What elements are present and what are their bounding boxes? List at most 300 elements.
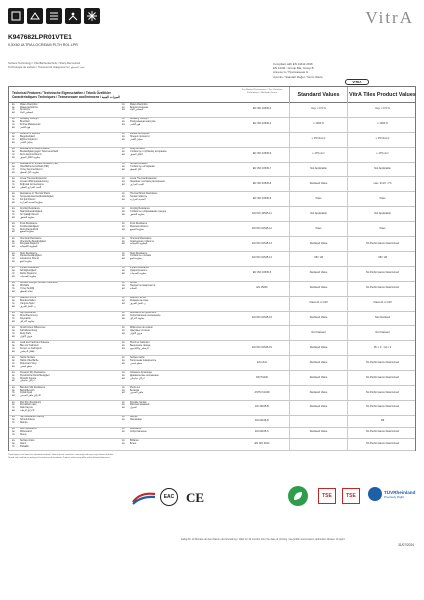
vitra-value: No Performance Determined: [347, 386, 417, 400]
feature-label: Brillance: [130, 439, 139, 442]
test-method: EN ISO 10545-7: [252, 167, 272, 171]
language-code: AR: [12, 335, 15, 338]
language-code: TR: [12, 258, 15, 261]
feature-label: Pieds nus: [130, 386, 141, 389]
feature-label: Small Colour Differences: [20, 327, 46, 330]
feature-label: قوة الكسر: [20, 127, 31, 130]
language-code: AR: [12, 365, 15, 368]
tuv-logo: TÜVRheinland Precisely Right.: [368, 487, 415, 501]
table-row: [9, 356, 415, 371]
feature-label: Wasseraufnahme: [20, 106, 38, 109]
language-code: DE: [12, 374, 15, 377]
feature-label: Dureté: [130, 282, 137, 285]
header-vitra-values: VitrA Tiles Product Values: [347, 87, 417, 103]
language-code: EN: [12, 237, 15, 240]
feature-names: [12, 282, 122, 296]
language-code: EN: [12, 297, 15, 300]
test-method: EN ISO 10545-4: [252, 122, 272, 126]
language-code: DE: [12, 419, 15, 422]
surface-icon: [27, 8, 43, 24]
language-code: DE: [12, 195, 15, 198]
feature-names: [122, 148, 235, 162]
language-code: TR: [12, 317, 15, 320]
feature-label: سطح لمسي: [130, 362, 142, 365]
feature-names: [122, 267, 235, 281]
language-code: AR: [122, 109, 125, 112]
feature-names: [12, 222, 122, 236]
language-code: RU: [122, 195, 125, 198]
vitra-value: No Performance Determined: [347, 237, 417, 251]
language-code: AR: [122, 243, 125, 246]
feature-label: Résistance: [130, 428, 142, 431]
feature-label: Frost Resistance: [20, 222, 38, 225]
feature-label: Линейное тепловое расширение: [130, 180, 165, 183]
language-code: RU: [122, 240, 125, 243]
language-code: AR: [122, 183, 125, 186]
language-code: DE: [12, 442, 15, 445]
language-code: DE: [12, 389, 15, 392]
language-code: TR: [12, 228, 15, 231]
feature-label: مقاومة الانزلاق: [130, 317, 145, 320]
language-code: AR: [122, 303, 125, 306]
language-code: AR: [122, 377, 125, 380]
feature-label: Résistance au glissement: [130, 312, 157, 315]
feature-label: Water Absorption: [20, 103, 38, 106]
language-code: FR: [122, 163, 125, 166]
eac-logo: EAC: [160, 488, 178, 506]
language-code: AR: [122, 332, 125, 335]
language-code: AR: [122, 213, 125, 216]
table-row: [9, 133, 415, 148]
document-date: 31/07/2024: [398, 543, 414, 547]
language-code: TR: [12, 407, 15, 410]
table-row: [9, 252, 415, 267]
language-code: EN: [12, 252, 15, 255]
language-code: DE: [12, 210, 15, 213]
test-method: EN ISO 10545-9: [252, 196, 272, 200]
standard-value: ≤ 175 mm³: [289, 148, 347, 162]
language-code: DE: [12, 404, 15, 407]
language-code: RU: [122, 329, 125, 332]
language-code: EN: [12, 356, 15, 359]
language-code: DE: [12, 270, 15, 273]
product-code: K947682LPR01VTE1: [8, 34, 72, 41]
feature-names: [122, 371, 235, 385]
feature-names: [122, 177, 235, 191]
feature-names: [122, 237, 235, 251]
language-code: DE: [12, 136, 15, 139]
feature-names: [122, 103, 235, 117]
table-row: [9, 267, 415, 282]
feature-label: الانزلاق حافي القدمين: [20, 395, 41, 398]
test-method: EN 16165-D: [255, 418, 269, 422]
language-code: FR: [122, 428, 125, 431]
test-method: EN ISO 10545-13: [252, 241, 272, 245]
language-code: AR: [122, 154, 125, 157]
feature-names: [12, 341, 122, 355]
feature-names: [122, 297, 235, 311]
language-code: EN: [12, 133, 15, 136]
feature-label: Schiefe Ebene: [20, 419, 35, 422]
language-code: AR: [12, 157, 15, 159]
feature-names: [12, 163, 122, 177]
language-code: RU: [122, 431, 125, 434]
language-code: DE: [12, 255, 15, 258]
vitra-value: Pass: [347, 222, 417, 236]
feature-names: [12, 148, 122, 162]
feature-label: Crazing Resistance: [130, 207, 150, 210]
table-header: [9, 87, 415, 103]
vitra-logo: VitrA: [365, 8, 414, 27]
language-code: AR: [12, 142, 15, 145]
language-code: AR: [12, 171, 15, 174]
standard-value: [289, 439, 347, 450]
feature-label: البندول: [130, 407, 137, 410]
feature-label: Босиком: [130, 389, 140, 392]
feature-label: Islak Kayma: [20, 407, 33, 410]
standard-value: Declared Value: [289, 237, 347, 251]
feature-label: Pendule humide: [130, 401, 147, 404]
feature-label: Stain Resistance: [20, 252, 38, 255]
feature-label: مقاومة الصقيع: [130, 228, 144, 231]
feature-label: Выделение свинца: [130, 344, 151, 347]
language-code: RU: [122, 442, 125, 445]
test-method: ASTM C1028: [254, 390, 270, 394]
feature-names: [122, 222, 235, 236]
language-code: AR: [12, 127, 15, 130]
language-code: TR: [12, 362, 15, 365]
feature-names: [12, 118, 122, 132]
feature-label: معامل الكسر: [20, 142, 33, 145]
feature-names: [12, 177, 122, 191]
feature-label: Impact Resistance: [130, 267, 149, 270]
feature-label: Bruchlast: [20, 121, 30, 124]
language-code: AR: [122, 198, 125, 201]
feature-names: [12, 133, 122, 147]
feature-label: Resistance to Deep Abrasion: [20, 148, 50, 151]
feature-label: سطح لمسي: [20, 365, 32, 368]
feature-label: Resistance to Thermal Shock: [20, 192, 50, 195]
language-code: TR: [12, 168, 15, 171]
feature-label: Plomb et Cadmium: [130, 341, 150, 344]
test-method: DIN 51130: [256, 375, 268, 379]
language-code: TR: [12, 273, 15, 276]
feature-label: مقاومة البقع: [130, 258, 142, 261]
feature-names: [12, 252, 122, 266]
vitra-value: Not Applicable: [347, 163, 417, 177]
feature-label: Dynamische Rutschfestigkeit: [20, 374, 50, 377]
language-code: RU: [122, 344, 125, 347]
feature-label: Dynamic Slip Resistance: [20, 371, 46, 374]
feature-label: Réaction au feu: [130, 297, 147, 300]
vitra-value: R9: [347, 416, 417, 427]
language-code: EN: [12, 267, 15, 270]
test-method: EN ISO 10545-16: [252, 316, 272, 320]
language-code: EN: [12, 386, 15, 389]
table-row: [9, 148, 415, 163]
feature-label: Breaking Strength: [20, 118, 39, 121]
feature-label: مقاومة التآكل العميق: [20, 157, 40, 159]
feature-label: رد الفعل للحريق: [130, 303, 146, 306]
feature-label: Linear Thermal Expansion: [130, 178, 157, 181]
feature-label: انزلاق ديناميكي: [130, 377, 145, 380]
language-code: AR: [12, 291, 15, 294]
language-code: FR: [122, 371, 125, 374]
feature-label: Schlagfestigkeit: [20, 270, 37, 273]
feature-label: Slip Resistance (Ramp): [20, 416, 45, 419]
language-code: AR: [12, 410, 15, 413]
feature-label: Oberflächenverschleiß (PEI): [20, 166, 49, 169]
test-method: EN ISO 10545-6: [252, 152, 272, 156]
compliance-info: Compliant with EN 14411:2016 EN 14411 / Group BIa, Group B Annexe G / Приложение G Uyumlu / Standart Değer / Norm Werte: [273, 62, 323, 79]
language-code: AR: [12, 380, 15, 383]
language-code: RU: [122, 255, 125, 258]
language-code: AR: [122, 288, 125, 291]
feature-label: صلابة السطح: [20, 291, 33, 294]
feature-label: Renk Farkı: [20, 332, 32, 335]
feature-label: Barefoot Slip Resistance: [20, 386, 46, 389]
wall-icon: [46, 8, 62, 24]
feature-label: Стойкость к истиранию: [130, 166, 155, 169]
standard-value: Declared Value: [289, 341, 347, 355]
table-row: [9, 177, 415, 192]
feature-names: [12, 428, 122, 439]
feature-names: [122, 439, 235, 450]
feature-label: Водопоглощение: [130, 106, 149, 109]
language-code: AR: [122, 258, 125, 261]
feature-label: Surface Strength (Scratch Hardness): [20, 282, 58, 285]
language-code: FR: [122, 178, 125, 181]
language-code: EN: [12, 207, 15, 210]
language-code: FR: [122, 192, 125, 195]
feature-label: Isıl Şok Direnci: [20, 198, 36, 201]
table-row: [9, 416, 415, 428]
vitra-value: Avg. ≤ 0,5 %: [347, 103, 417, 117]
language-code: AR: [12, 305, 15, 308]
language-code: TR: [12, 109, 15, 112]
feature-names: [122, 207, 235, 221]
header-technical-features: Technical Features / Technische Eigenschaften / Teknik Özellikler Caractéristiques Techniques / Технические особенности / الميزات الفنية: [12, 91, 121, 99]
feature-names: [122, 163, 235, 177]
language-code: EN: [12, 192, 15, 195]
language-code: EN: [12, 312, 15, 315]
feature-label: Water Absorption: [130, 103, 148, 106]
feature-label: Haarrissbeständigkeit: [20, 210, 43, 213]
feature-label: Chemische Beständigkeit: [20, 240, 46, 243]
table-row: [9, 439, 415, 451]
language-code: AR: [12, 276, 15, 279]
feature-names: [12, 401, 122, 415]
frost-icon: [84, 8, 100, 24]
feature-label: Dokunsal Yüzey: [20, 362, 37, 365]
language-code: TR: [12, 392, 15, 395]
language-code: AR: [12, 186, 15, 189]
feature-label: مقاومة الصدمة الحرارية: [20, 201, 43, 204]
test-method: EN ISO 10545-15: [252, 345, 272, 349]
feature-label: Yüzey Aşınma Direnci: [20, 168, 43, 171]
language-code: RU: [122, 300, 125, 303]
tile-icon: [8, 8, 24, 24]
feature-label: Doğrusal Isıl Genleşme: [20, 183, 44, 186]
feature-label: Darbe Dayanımı: [20, 273, 37, 276]
language-code: RU: [122, 285, 125, 288]
feature-label: الانزلاق الرطب: [20, 410, 35, 413]
feature-label: مقاومة الصدمات: [20, 276, 36, 279]
feature-names: [122, 326, 235, 340]
feature-label: Widerstand: [20, 431, 32, 434]
test-method: EN ISO 10545-12: [252, 226, 272, 230]
feature-label: Module de Rupture: [130, 133, 150, 136]
footnotes: These figures are based on standard methods. Values do not constitute a warranty and may vary between batches. Tested and certified according to the referenced standards. Product values may differ within allowed tolerances.: [8, 454, 114, 459]
feature-names: [12, 416, 122, 427]
language-code: AR: [12, 246, 15, 249]
surface-technology: Surface Technology / Oberflächentechnik / Sharp Recovered Technologie de surface / Технология поверхности / تقنية السطح: [8, 62, 85, 69]
feature-label: Lead and Cadmium Release: [20, 341, 50, 344]
feature-label: مقاومة تآكل السطح: [20, 171, 39, 174]
language-code: AR: [122, 273, 125, 276]
language-code: TR: [12, 422, 15, 425]
feature-label: Морозостойкость: [130, 225, 149, 228]
feature-names: [122, 416, 235, 427]
language-code: AR: [122, 139, 125, 142]
language-code: FR: [122, 401, 125, 404]
test-method: EN ISO 10545-5: [252, 271, 272, 275]
feature-names: [12, 207, 122, 221]
table-row: [9, 326, 415, 341]
feature-label: Direnç: [20, 433, 27, 436]
feature-names: [122, 312, 235, 326]
feature-label: Блеск: [130, 442, 137, 445]
table-row: [9, 341, 415, 356]
language-code: AR: [122, 317, 125, 320]
test-method: EN 15036: [256, 286, 268, 290]
table-row: [9, 386, 415, 401]
feature-label: Предел прочности: [130, 136, 150, 139]
language-code: FR: [122, 439, 125, 442]
table-row: [9, 192, 415, 207]
test-method: EN 1341: [257, 360, 267, 364]
vitra-value: No Performance Determined: [347, 282, 417, 296]
feature-names: [12, 103, 122, 117]
feature-label: Parlaklık: [20, 445, 29, 448]
feature-label: حافي القدمين: [130, 392, 144, 395]
language-code: TR: [12, 288, 15, 291]
language-code: TR: [12, 445, 15, 448]
language-code: RU: [122, 270, 125, 273]
standard-value: UB / LB: [289, 252, 347, 266]
standard-value: Not Applicable: [289, 207, 347, 221]
feature-label: Resistance to Surface Abrasion (PEI): [20, 163, 58, 166]
standard-value: Not Classed: [289, 326, 347, 340]
feature-label: المقاومة الكيميائية: [130, 243, 148, 246]
language-code: EN: [12, 428, 15, 431]
feature-label: Наклонная: [130, 419, 142, 422]
language-code: AR: [12, 112, 15, 115]
language-code: RU: [122, 359, 125, 362]
feature-label: Yüzey Sertliği: [20, 288, 35, 291]
language-code: DE: [12, 166, 15, 169]
language-code: EN: [12, 148, 15, 151]
feature-label: Glissance dynamique: [130, 371, 152, 374]
feature-label: Stain Resistance: [130, 252, 148, 255]
feature-label: Surface Abrasion: [130, 163, 148, 166]
language-code: AR: [122, 228, 125, 231]
language-code: EN: [12, 118, 15, 121]
feature-label: Стойкость к образованию трещин: [130, 210, 167, 213]
feature-label: مقاومة الصقيع: [20, 231, 34, 234]
technical-table: [8, 86, 416, 451]
feature-label: Différences de couleur: [130, 327, 153, 330]
language-code: DE: [12, 106, 15, 109]
header-icons: [8, 8, 100, 24]
standard-value: Declared Value: [289, 267, 347, 281]
feature-label: Сопротивление: [130, 431, 147, 434]
feature-label: Kaymazlık: [20, 317, 31, 320]
language-code: FR: [122, 222, 125, 225]
language-code: TR: [12, 183, 15, 186]
language-code: RU: [122, 151, 125, 154]
test-method: EN 16165-B: [255, 405, 269, 409]
language-code: TR: [12, 347, 15, 350]
language-code: EN: [12, 371, 15, 374]
language-code: AR: [122, 124, 125, 127]
feature-label: Yangına Tepki: [20, 303, 35, 306]
feature-label: Pendeltest nass: [20, 404, 37, 407]
feature-label: Biegefestigkeit: [20, 136, 35, 139]
language-code: DE: [12, 285, 15, 288]
language-code: AR: [122, 392, 125, 395]
language-code: TR: [12, 433, 15, 436]
feature-label: Thermal Shock Resistance: [130, 192, 158, 195]
language-code: FR: [122, 237, 125, 240]
table-row: [9, 163, 415, 178]
table-row: [9, 297, 415, 312]
language-code: RU: [122, 121, 125, 124]
language-code: RU: [122, 210, 125, 213]
language-code: FR: [122, 133, 125, 136]
table-row: [9, 428, 415, 440]
language-code: FR: [122, 267, 125, 270]
test-method: EN 16165-C: [255, 430, 269, 434]
language-code: EN: [12, 282, 15, 285]
table-row: [9, 237, 415, 252]
vitra-value: ≤ 175 mm³: [347, 148, 417, 162]
certification-logos: [0, 486, 424, 516]
standard-value: [289, 416, 347, 427]
language-code: TR: [12, 303, 15, 306]
standard-value: Declared Value: [289, 177, 347, 191]
language-code: TR: [12, 243, 15, 246]
table-row: [9, 401, 415, 416]
standard-value: Pass: [289, 192, 347, 206]
feature-label: Tactile Surface: [20, 356, 36, 359]
language-code: AR: [12, 395, 15, 398]
feature-label: Fleckenbeständigkeit: [20, 255, 42, 258]
feature-label: Rutschhemmung: [20, 315, 38, 318]
language-code: RU: [122, 180, 125, 183]
feature-names: [122, 386, 235, 400]
feature-label: Modulus of Rupture: [20, 133, 41, 136]
feature-label: Farbabweichung: [20, 329, 37, 332]
vitra-value: Not Declared: [347, 312, 417, 326]
feature-names: [12, 356, 122, 370]
feature-label: Slip Resistance: [20, 312, 36, 315]
language-code: EN: [12, 327, 15, 330]
language-code: EN: [12, 163, 15, 166]
language-code: TR: [12, 213, 15, 216]
feature-label: فروق الألوان: [130, 332, 143, 335]
language-code: RU: [122, 136, 125, 139]
